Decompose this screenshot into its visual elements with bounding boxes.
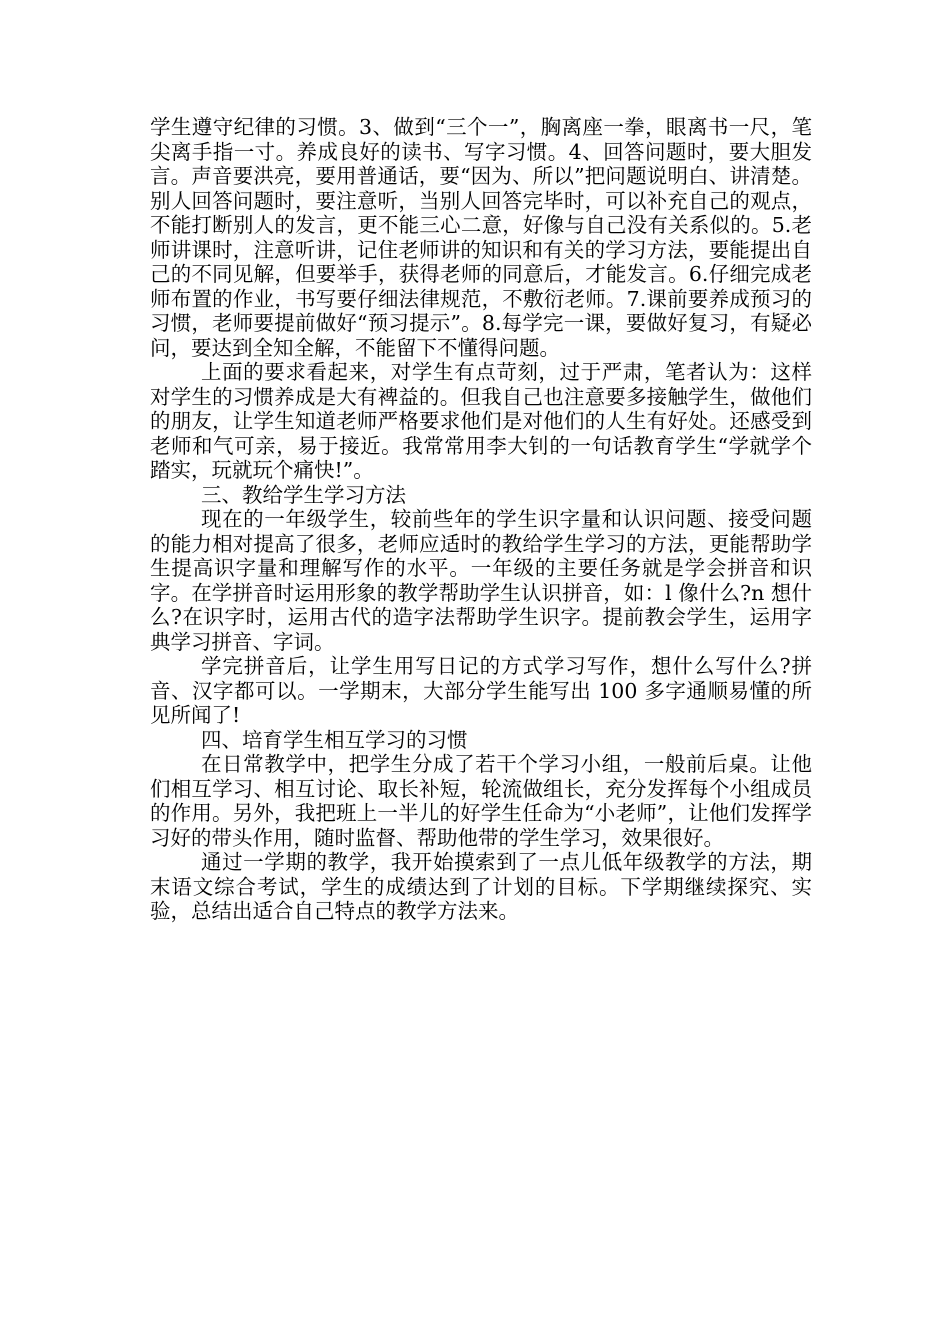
paragraph-strict-requirements: 上面的要求看起来，对学生有点苛刻，过于严肃，笔者认为：这样对学生的习惯养成是大有裨益的。但我自己也注意要多接触学生，做他们的朋友，让学生知道老师严格要求他们是对他们的人生有好处。还感受到老师和气可亲，易于接近。我常常用李大钊的一句话教育学生“学就学个踏实，玩就玩个痛快!”。 [150, 360, 812, 482]
section-heading-mutual-learning: 四、培育学生相互学习的习惯 [201, 727, 468, 752]
paragraph-habits-list: 学生遵守纪律的习惯。3、做到“三个一”，胸离座一拳，眼离书一尺，笔尖离手指一寸。养成良好的读书、写字习惯。4、回答问题时，要大胆发言。声音要洪亮，要用普通话，要“因为、所以”把问题说明白、讲清楚。别人回答问题时，要注意听，当别人回答完毕时，可以补充自己的观点，不能打断别人的发言，更不能三心二意，好像与自己没有关系似的。5.老师讲课时，注意听讲，记住老师讲的知识和有关的学习方法，要能提出自己的不同见解，但要举手，获得老师的同意后，才能发言。6.仔细完成老师布置的作业，书写要仔细法律规范，不敷衍老师。7.课前要养成预习的习惯，老师要提前做好“预习提示”。8.每学完一课，要做好复习，有疑必问，要达到全知全解，不能留下不懂得问题。 [150, 115, 812, 360]
document-body [150, 115, 812, 924]
paragraph-diary-writing: 学完拼音后，让学生用写日记的方式学习写作，想什么写什么?拼音、汉字都可以。一学期末，大部分学生能写出 100 多字通顺易懂的所见所闻了! [150, 654, 812, 727]
paragraph-study-groups: 在日常教学中，把学生分成了若干个学习小组，一般前后桌。让他们相互学习、相互讨论、取长补短，轮流做组长，充分发挥每个小组成员的作用。另外，我把班上一半儿的好学生任命为“小老师”，让他们发挥学习好的带头作用，随时监督、帮助他带的学生学习，效果很好。 [150, 752, 812, 850]
section-heading-learning-methods: 三、教给学生学习方法 [201, 482, 406, 507]
paragraph-conclusion: 通过一学期的教学，我开始摸索到了一点儿低年级教学的方法，期末语文综合考试，学生的成绩达到了计划的目标。下学期继续探究、实验，总结出适合自己特点的教学方法来。 [150, 850, 812, 923]
paragraph-learning-methods: 现在的一年级学生，较前些年的学生识字量和认识问题、接受问题的能力相对提高了很多，老师应适时的教给学生学习的方法，更能帮助学生提高识字量和理解写作的水平。一年级的主要任务就是学会拼音和识字。在学拼音时运用形象的教学帮助学生认识拼音，如：l 像什么?n 想什么?在识字时，运用古代的造字法帮助学生识字。提前教会学生，运用字典学习拼音、字词。 [150, 507, 812, 654]
